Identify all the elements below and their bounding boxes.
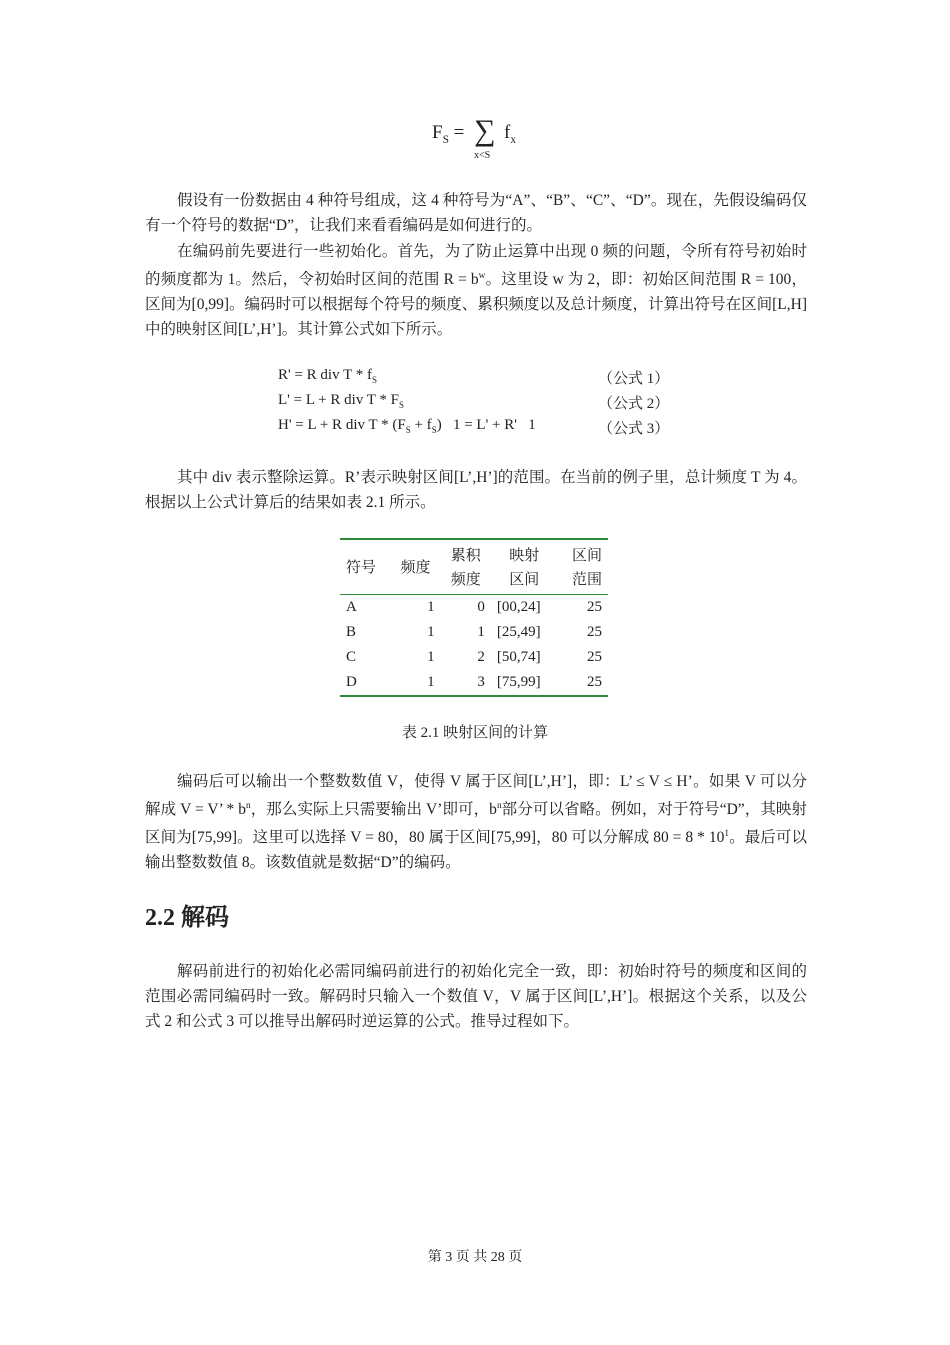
table-row (340, 670, 608, 696)
cell-range: 25 (587, 624, 602, 640)
cell-cumulative: 0 (477, 599, 485, 615)
header-range: 区间 范围 (571, 548, 602, 588)
paragraph-5: 解码前进行的初始化必需同编码前进行的初始化完全一致，即：初始时符号的频度和区间的范围必需同编码时一致。解码时只输入一个数值 V，V 属于区间[L’,H’]。根据这个关系，以及公式 2 和公式 3 可以推导出解码时逆运算的公式。推导过程如下。 (145, 963, 807, 1030)
header-symbol: 符号 (346, 560, 377, 576)
page-footer: 第 3 页 共 28 页 (427, 1250, 523, 1265)
equation-3-label: （公式 3） (598, 421, 670, 437)
cell-symbol: A (346, 599, 357, 615)
table-row (340, 595, 608, 621)
cell-interval: [50,74] (496, 649, 541, 665)
paragraph-2: 在编码前先要进行一些初始化。首先，为了防止运算中出现 0 频的问题，令所有符号初始时的频度都为 1。然后，令初始时区间的范围 $R = b^w$。这里设 w 为 2，即：初始区间范围 R = 100，区间为[0,99]。编码时可以根据每个符号的频度、累积频度以及总计频度，计算出符号在区间[L,H]中的映射区间[L’,H’]。其计算公式如下所示。 (145, 243, 807, 339)
table-row (340, 645, 608, 670)
formula-lhs: $F_S$ = (432, 122, 465, 146)
paragraph-3: 其中 div 表示整除运算。R’表示映射区间[L’,H’]的范围。在当前的例子里，总计频度 T 为 4。根据以上公式计算后的结果如表 2.1 所示。 (145, 469, 807, 511)
header-cumulative: 累积 频度 (450, 548, 481, 588)
equation-3: H' = L + R div $T * (F_S + f_S) 1 = L' + R'$ 1 (278, 417, 536, 435)
paragraph-1: 假设有一份数据由 4 种符号组成，这 4 种符号为“A”、“B”、“C”、“D”。现在，先假设编码仅有一个符号的数据“D”，让我们来看看编码是如何进行的。 (145, 192, 807, 234)
table-header-row (340, 539, 608, 595)
cell-cumulative: 3 (477, 674, 485, 690)
equation-1-label: （公式 1） (598, 371, 670, 387)
sum-range: x<S (474, 150, 491, 161)
cell-frequency: 1 (427, 599, 435, 615)
cell-symbol: C (346, 649, 357, 665)
cell-interval: [00,24] (496, 599, 541, 615)
mapping-table (340, 538, 608, 697)
cell-cumulative: 1 (477, 624, 485, 640)
cell-range: 25 (587, 649, 602, 665)
cell-symbol: D (346, 674, 357, 690)
paragraph-4: 编码后可以输出一个整数数值 V，使得 V 属于区间[L’,H’]，即：L’ ≤ V ≤ H’。如果 V 可以分解成 V = V’ * $b^n$，那么实际上只需要输出 V’即可，$b^n$部分可以省略。例如，对于符号“D”，其映射区间为[75,99]。这里可以选择 V = 80，80 属于区间[75,99]，80 可以分解成 $80 = 8 * 10^1$。最后可以输出整数数值 8。该数值就是数据“D”的编码。 (145, 773, 807, 872)
cell-frequency: 1 (427, 624, 435, 640)
sum-formula (432, 114, 552, 166)
table-caption: 表 2.1 映射区间的计算 (401, 725, 549, 741)
equation-2-label: （公式 2） (598, 396, 670, 412)
cell-cumulative: 2 (477, 649, 485, 665)
cell-frequency: 1 (427, 649, 435, 665)
cell-symbol: B (346, 624, 357, 640)
cell-range: 25 (587, 599, 602, 615)
section-heading: 2.2 解码 (145, 905, 229, 931)
header-mapped-interval: 映射 区间 (509, 548, 540, 588)
equation-1: R' = R div T * $f_S$ (278, 367, 377, 385)
cell-range: 25 (587, 674, 602, 690)
equation-2: L' = L + R div T * $F_S$ (278, 392, 405, 410)
cell-frequency: 1 (427, 674, 435, 690)
sigma-symbol: ∑ (474, 114, 496, 147)
table-row (340, 620, 608, 645)
cell-interval: [25,49] (496, 624, 541, 640)
formula-rhs: $f_x$ (504, 122, 517, 146)
header-frequency: 频度 (400, 560, 431, 576)
cell-interval: [75,99] (496, 674, 541, 690)
